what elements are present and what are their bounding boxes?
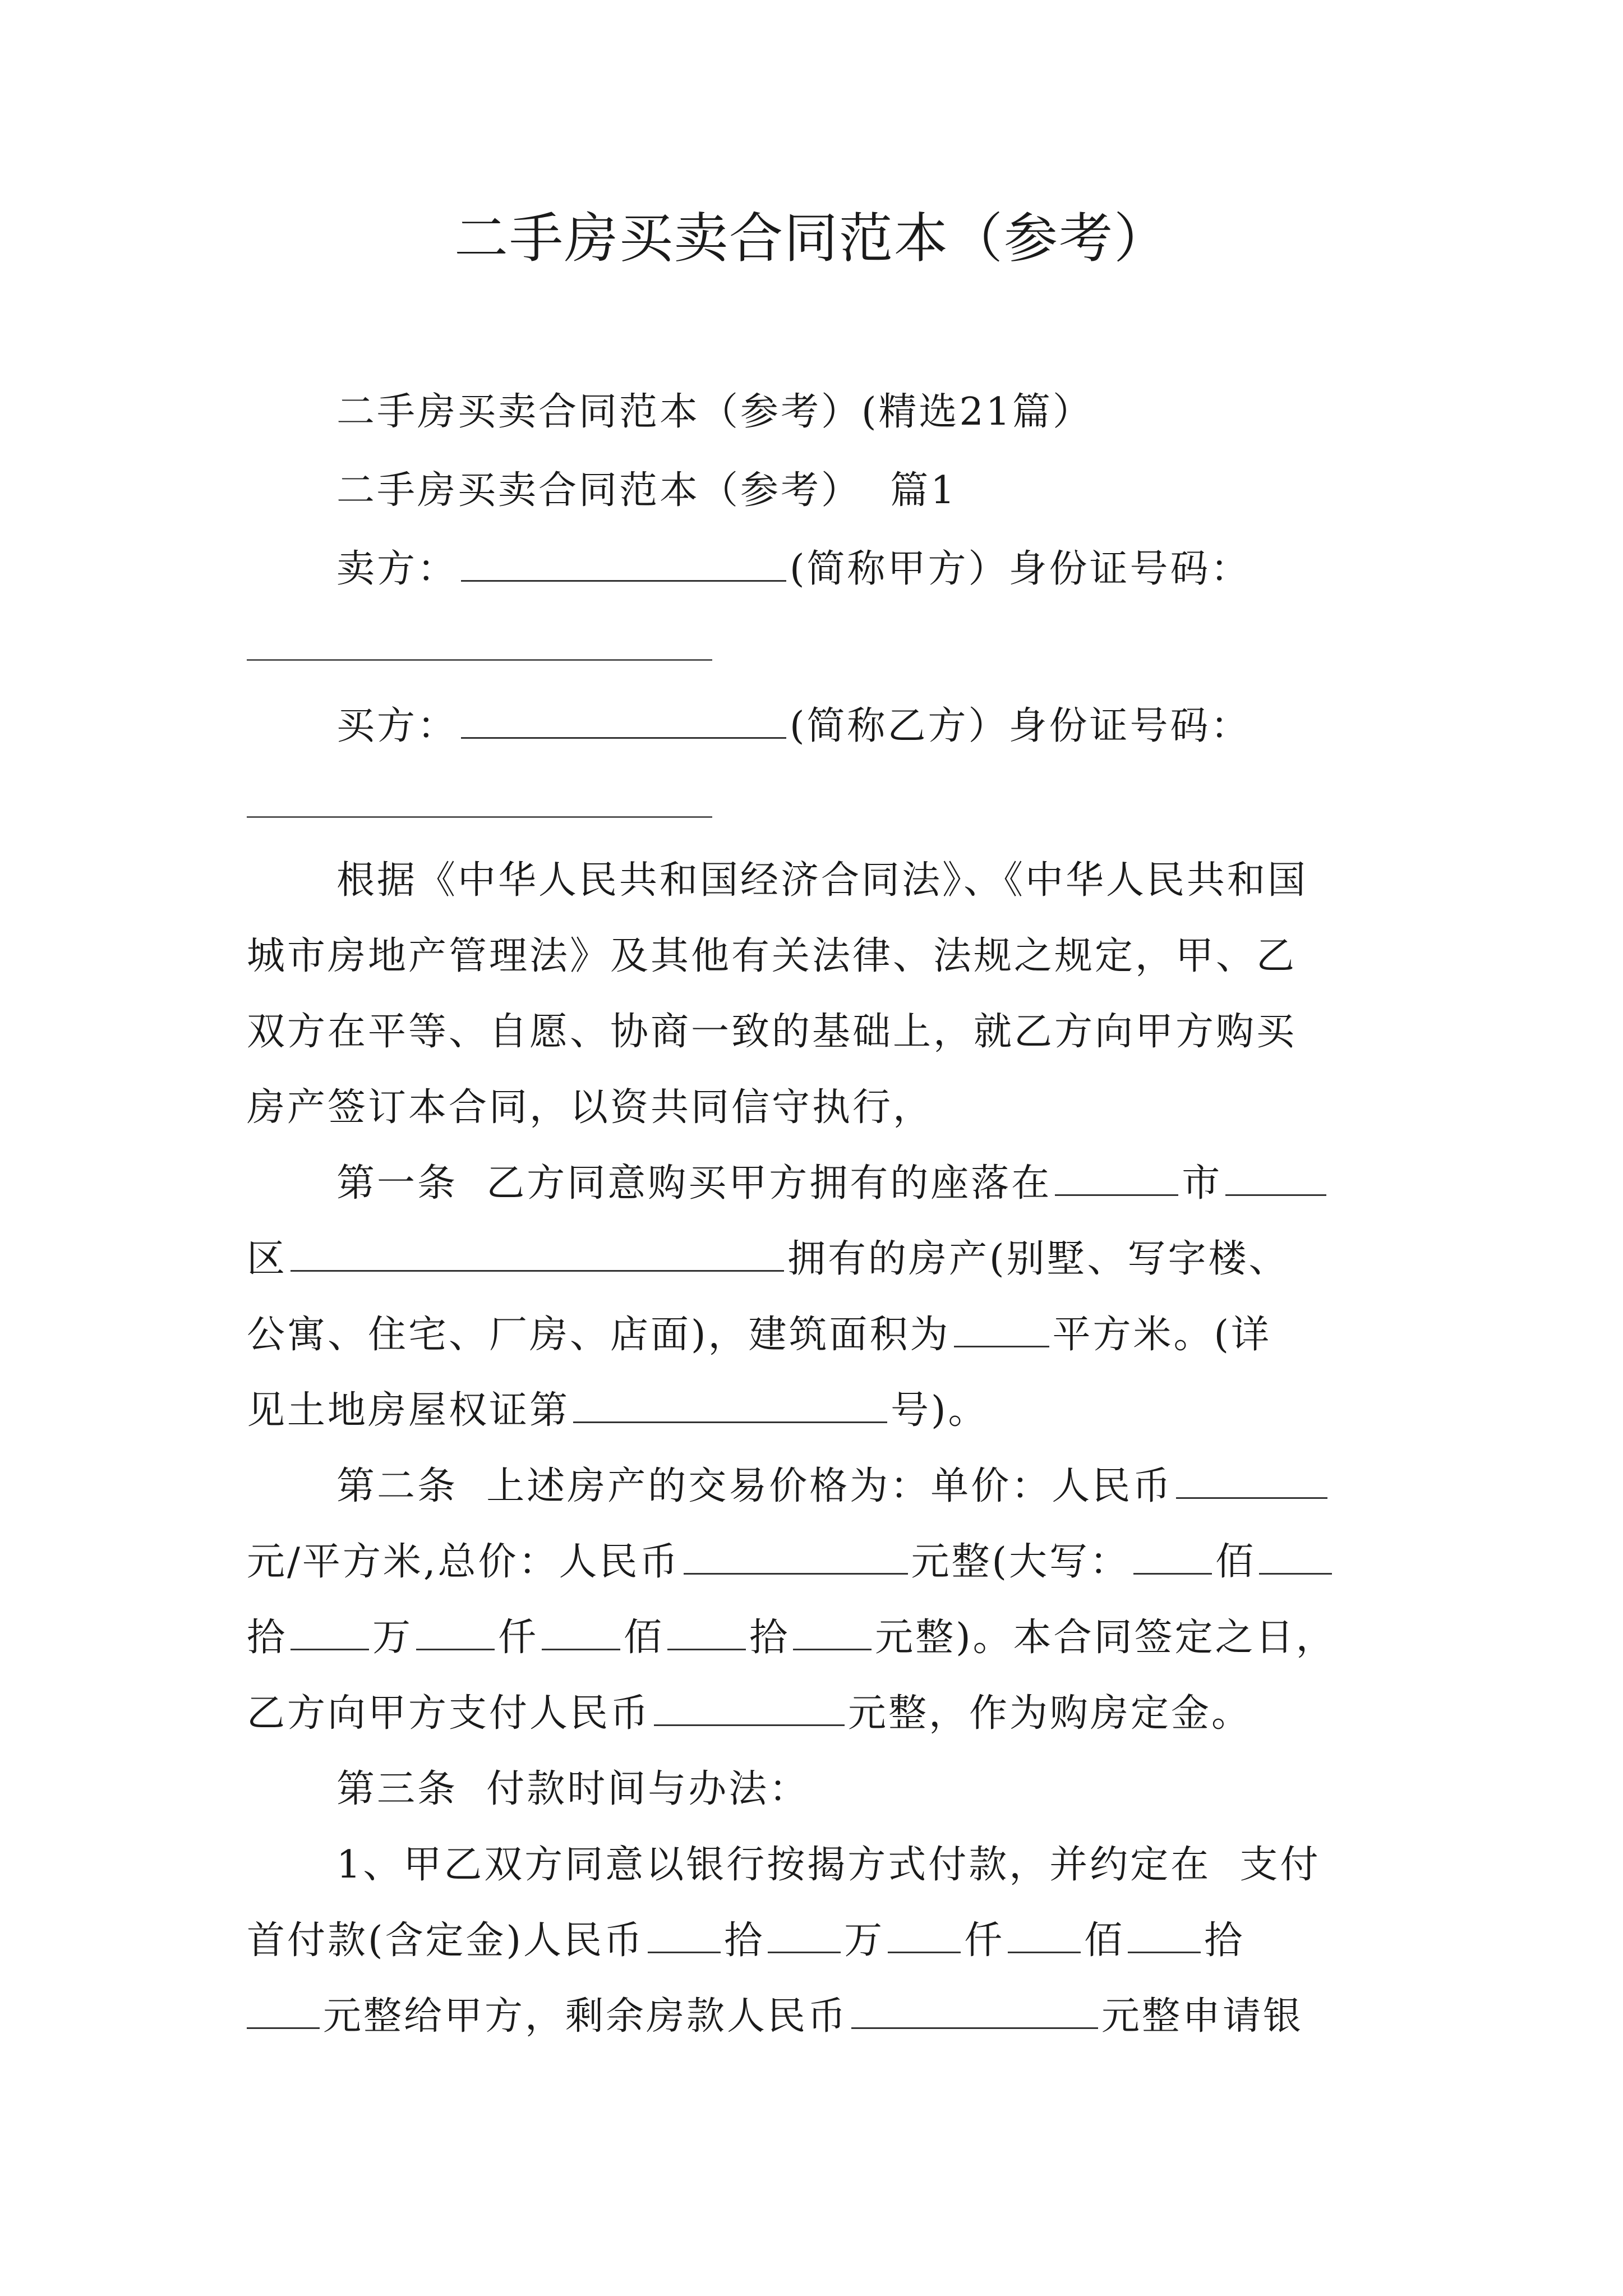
article-1-line bbox=[247, 1386, 1380, 1436]
article-3-line: 1、甲乙双方同意以银行按揭方式付款，并约定在 支付 bbox=[336, 1843, 1321, 1887]
article-2-text: 乙方向甲方支付人民币 bbox=[247, 1691, 651, 1736]
buyer-name-blank[interactable] bbox=[461, 705, 786, 739]
seller-note: (简称甲方）身份证号码： bbox=[790, 547, 1251, 591]
article-2-line bbox=[247, 1688, 1380, 1739]
article-1-line bbox=[247, 1234, 1380, 1285]
remaining-amount-blank[interactable] bbox=[851, 1995, 1098, 2029]
amount-blank[interactable] bbox=[247, 1995, 320, 2029]
amount-unit: 佰 bbox=[1084, 1918, 1125, 1963]
amount-blank[interactable] bbox=[1008, 1919, 1081, 1953]
article-2-text: 元整)。本合同签定之日， bbox=[875, 1616, 1336, 1660]
seller-id-blank[interactable] bbox=[247, 659, 712, 661]
article-3-line bbox=[247, 1991, 1380, 2042]
amount-blank[interactable] bbox=[793, 1616, 872, 1650]
paragraph-line: 房产签订本合同，以资共同信守执行， bbox=[247, 1085, 934, 1130]
amount-unit: 万 bbox=[372, 1616, 413, 1660]
amount-blank[interactable] bbox=[1128, 1919, 1201, 1953]
amount-blank[interactable] bbox=[1133, 1540, 1212, 1575]
city-blank[interactable] bbox=[1055, 1162, 1178, 1196]
amount-unit: 仟 bbox=[498, 1616, 539, 1660]
amount-blank[interactable] bbox=[416, 1616, 495, 1650]
area-blank[interactable] bbox=[954, 1313, 1049, 1347]
seller-name-blank[interactable] bbox=[461, 547, 786, 582]
article-3-line bbox=[247, 1916, 1380, 1966]
article-2-text: 元整，作为购房定金。 bbox=[848, 1691, 1252, 1736]
seller-label: 卖方： bbox=[336, 547, 458, 591]
article-1-text: 公寓、住宅、厂房、店面)，建筑面积为 bbox=[247, 1313, 951, 1357]
amount-blank[interactable] bbox=[1259, 1540, 1332, 1575]
document-title: 二手房买卖合同范本（参考） bbox=[454, 207, 1169, 270]
article-2-text: 元/平方米,总价：人民币 bbox=[247, 1540, 680, 1584]
seller-line bbox=[336, 544, 1380, 595]
amount-unit: 拾 bbox=[724, 1918, 765, 1963]
paragraph-line: 城市房地产管理法》及其他有关法律、法规之规定，甲、乙 bbox=[247, 934, 1297, 978]
article-1-text: 第一条 乙方同意购买甲方拥有的座落在 bbox=[336, 1161, 1052, 1205]
amount-unit: 万 bbox=[844, 1918, 885, 1963]
unit-price-blank[interactable] bbox=[1176, 1465, 1327, 1499]
area-unit: 平方米。(详 bbox=[1052, 1313, 1272, 1357]
article-2-line bbox=[336, 1461, 1380, 1512]
total-price-blank[interactable] bbox=[684, 1540, 908, 1575]
article-2-line bbox=[247, 1537, 1380, 1588]
amount-blank[interactable] bbox=[291, 1616, 369, 1650]
amount-blank[interactable] bbox=[768, 1919, 841, 1953]
buyer-line bbox=[336, 701, 1380, 752]
amount-unit: 佰 bbox=[624, 1616, 665, 1660]
city-tail-blank[interactable] bbox=[1225, 1162, 1326, 1196]
article-2-text: 元整(大写： bbox=[911, 1540, 1131, 1584]
article-1-line bbox=[336, 1158, 1380, 1209]
buyer-label: 买方： bbox=[336, 704, 458, 748]
article-2-text: 第二条 上述房产的交易价格为：单价：人民币 bbox=[336, 1464, 1173, 1508]
amount-unit: 佰 bbox=[1215, 1540, 1256, 1584]
article-2-line bbox=[247, 1613, 1380, 1663]
article-3-line: 第三条 付款时间与办法： bbox=[336, 1767, 810, 1811]
paragraph-line: 根据《中华人民共和国经济合同法》、《中华人民共和国 bbox=[336, 858, 1308, 903]
amount-blank[interactable] bbox=[648, 1919, 721, 1953]
city-label: 市 bbox=[1182, 1161, 1223, 1205]
buyer-note: (简称乙方）身份证号码： bbox=[790, 704, 1251, 748]
district-label: 区 bbox=[247, 1237, 288, 1281]
district-blank[interactable] bbox=[291, 1237, 784, 1272]
amount-unit: 拾 bbox=[1204, 1918, 1245, 1963]
article-3-text: 元整给甲方，剩余房款人民币 bbox=[323, 1994, 849, 2039]
article-1-line bbox=[247, 1310, 1380, 1360]
section-heading: 二手房买卖合同范本（参考） 篇1 bbox=[336, 468, 957, 513]
certificate-blank[interactable] bbox=[573, 1389, 887, 1423]
amount-unit: 拾 bbox=[247, 1616, 288, 1660]
article-3-text: 元整申请银 bbox=[1101, 1994, 1304, 2039]
article-1-text: 见土地房屋权证第 bbox=[247, 1388, 570, 1433]
article-3-text: 首付款(含定金)人民币 bbox=[247, 1918, 645, 1963]
document-subtitle: 二手房买卖合同范本（参考）(精选21篇） bbox=[336, 390, 1094, 434]
article-1-text: 号)。 bbox=[891, 1388, 989, 1433]
amount-blank[interactable] bbox=[542, 1616, 620, 1650]
amount-unit: 仟 bbox=[964, 1918, 1005, 1963]
deposit-blank[interactable] bbox=[654, 1692, 845, 1726]
amount-blank[interactable] bbox=[667, 1616, 746, 1650]
amount-blank[interactable] bbox=[888, 1919, 961, 1953]
article-1-text: 拥有的房产(别墅、写字楼、 bbox=[787, 1237, 1289, 1281]
buyer-id-blank[interactable] bbox=[247, 816, 712, 818]
paragraph-line: 双方在平等、自愿、协商一致的基础上，就乙方向甲方购买 bbox=[247, 1010, 1297, 1054]
amount-unit: 拾 bbox=[749, 1616, 790, 1660]
